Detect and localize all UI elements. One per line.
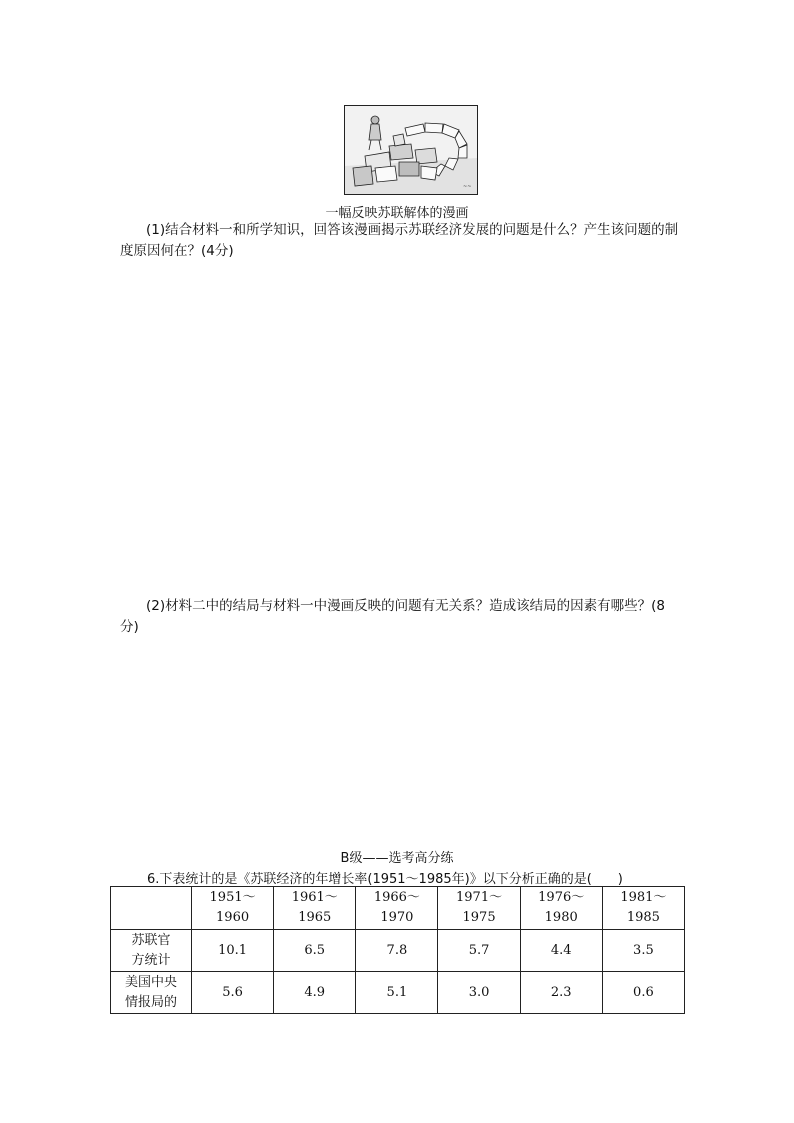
growth-rate-table (110, 886, 685, 1014)
table-cell: 3.5 (602, 930, 684, 972)
table-row (111, 930, 685, 972)
table-cell: 5.6 (192, 972, 274, 1014)
cartoon-image (344, 105, 478, 195)
period-header: 1976～ 1980 (520, 887, 602, 930)
table-cell: 6.5 (274, 930, 356, 972)
period-header: 1966～ 1970 (356, 887, 438, 930)
period-header: 1981～ 1985 (602, 887, 684, 930)
period-header: 1951～ 1960 (192, 887, 274, 930)
hammer-sickle-cartoon-illustration (345, 106, 477, 194)
period-header: 1971～ 1975 (438, 887, 520, 930)
table-cell: 5.7 (438, 930, 520, 972)
table-cell: 3.0 (438, 972, 520, 1014)
table-cell: 0.6 (602, 972, 684, 1014)
table-cell: 10.1 (192, 930, 274, 972)
section-title: B级——选考高分练 (340, 851, 454, 866)
table-cell: 2.3 (520, 972, 602, 1014)
cartoon-caption: 一幅反映苏联解体的漫画 (325, 206, 469, 221)
question-1: (1)结合材料一和所学知识，回答该漫画揭示苏联经济发展的问题是什么？产生该问题的制度原因何在？(4分) (120, 222, 679, 259)
table-row (111, 972, 685, 1014)
question-6: 6.下表统计的是《苏联经济的年增长率(1951～1985年)》以下分析正确的是( ) (147, 872, 623, 887)
artist-signature: ~~ (463, 184, 472, 190)
table-cell: 7.8 (356, 930, 438, 972)
table-corner-cell (111, 887, 192, 930)
question-2: (2)材料二中的结局与材料一中漫画反映的问题有无关系？造成该结局的因素有哪些？(8分) (120, 598, 665, 635)
table-cell: 4.9 (274, 972, 356, 1014)
period-header: 1961～ 1965 (274, 887, 356, 930)
table-cell: 4.4 (520, 930, 602, 972)
table-cell: 5.1 (356, 972, 438, 1014)
table-header-row (111, 887, 685, 930)
row-label: 美国中央 情报局的 (111, 972, 192, 1014)
row-label: 苏联官 方统计 (111, 930, 192, 972)
